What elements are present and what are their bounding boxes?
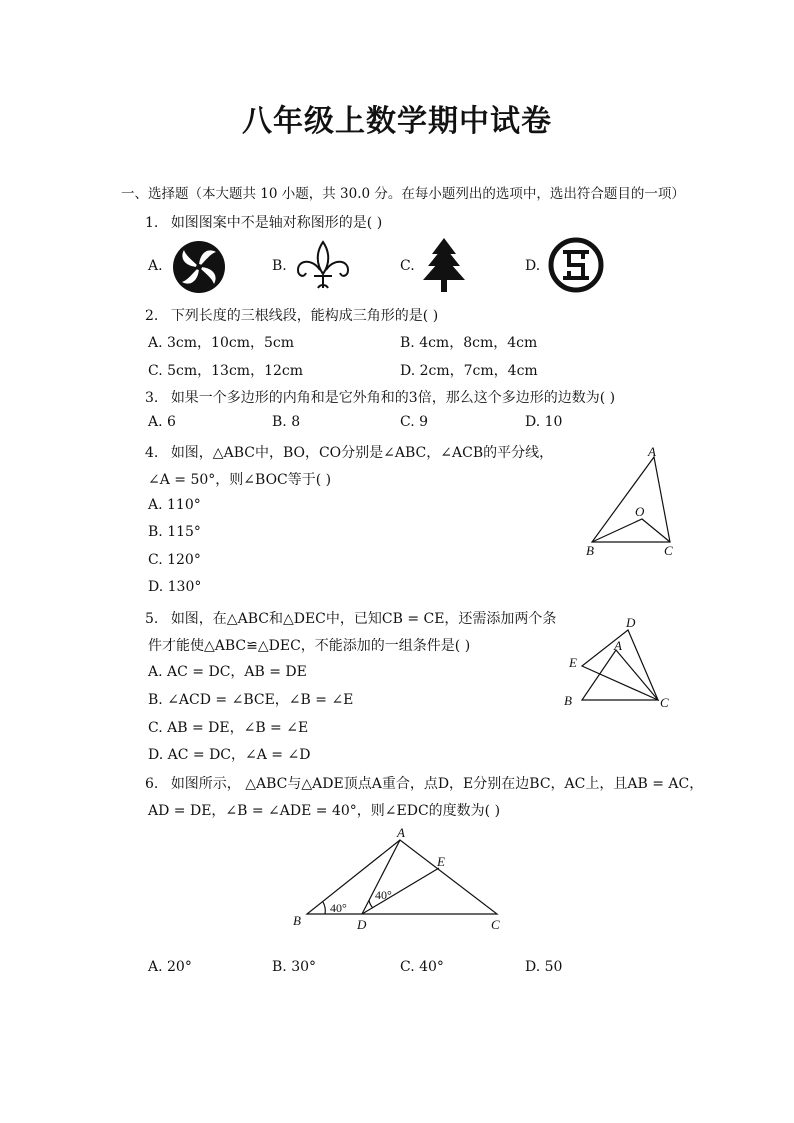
question-number: 6.	[145, 776, 159, 792]
question-stem-line2: AD = DE，∠B = ∠ADE = 40°，则∠EDC的度数为( )	[148, 803, 501, 819]
label-a: A	[397, 825, 405, 840]
question-5	[145, 608, 556, 628]
option-b: B.	[272, 258, 287, 274]
option-b: B. 4cm，8cm，4cm	[400, 335, 538, 351]
question-4	[145, 442, 553, 462]
label-c: C	[491, 917, 500, 932]
label-c: C	[664, 543, 673, 558]
label-b: B	[586, 543, 594, 558]
question-stem-line2: ∠A = 50°，则∠BOC等于( )	[148, 472, 332, 488]
option-c: C.	[400, 258, 415, 274]
option-b: B. 115°	[148, 524, 201, 540]
label-b: B	[293, 913, 301, 928]
option-c: C. AB = DE，∠B = ∠E	[148, 720, 309, 736]
option-d: D. 2cm，7cm，4cm	[400, 363, 538, 379]
option-d: D. 50	[525, 959, 563, 975]
question-number: 2.	[145, 308, 159, 324]
question-1	[145, 212, 382, 232]
question-number: 4.	[145, 445, 159, 461]
question-stem: 如图图案中不是轴对称图形的是( )	[170, 215, 383, 231]
label-e: E	[437, 854, 445, 869]
triangle-figure-q6	[285, 822, 515, 937]
question-stem-line2: 件才能使△ABC≌△DEC，不能添加的一组条件是( )	[148, 638, 471, 654]
question-stem: 如果一个多边形的内角和是它外角和的3倍，那么这个多边形的边数为( )	[170, 390, 616, 406]
question-2	[145, 305, 438, 325]
question-stem: 如图，在△ABC和△DEC中，已知CB = CE，还需添加两个条	[170, 611, 557, 627]
question-6	[145, 773, 703, 793]
label-d: D	[626, 615, 636, 630]
option-d: D.	[525, 258, 541, 274]
option-a: A. AC = DC，AB = DE	[148, 664, 307, 680]
option-c: C. 120°	[148, 552, 201, 568]
pine-tree-icon	[420, 238, 468, 294]
question-3	[145, 387, 615, 407]
page-title: 八年级上数学期中试卷	[242, 104, 552, 139]
option-b: B. 30°	[272, 959, 317, 975]
option-b: B. ∠ACD = ∠BCE，∠B = ∠E	[148, 692, 354, 708]
section-heading: 一、选择题（本大题共 10 小题，共 30.0 分。在每小题列出的选项中，选出符合题目的一项）	[121, 186, 685, 202]
bank-logo-icon	[549, 238, 603, 292]
option-a: A. 20°	[148, 959, 192, 975]
label-e: E	[569, 655, 577, 670]
label-c: C	[660, 695, 669, 710]
option-a: A. 3cm，10cm，5cm	[148, 335, 294, 351]
question-stem: 下列长度的三根线段，能构成三角形的是( )	[170, 308, 439, 324]
angle-label-b: 40°	[330, 901, 347, 915]
option-d: D. AC = DC，∠A = ∠D	[148, 747, 311, 763]
label-a: A	[648, 444, 656, 459]
option-a: A. 6	[148, 414, 176, 430]
fleur-de-lis-icon	[292, 240, 354, 292]
question-number: 3.	[145, 390, 159, 406]
angle-label-d: 40°	[375, 888, 392, 902]
pinwheel-icon	[172, 240, 226, 294]
label-o: O	[635, 504, 645, 519]
label-a: A	[614, 638, 622, 653]
option-c: C. 5cm，13cm，12cm	[148, 363, 303, 379]
option-a: A.	[148, 258, 163, 274]
option-c: C. 9	[400, 414, 429, 430]
question-stem: 如图，△ABC中，BO，CO分别是∠ABC，∠ACB的平分线，	[170, 445, 554, 461]
option-c: C. 40°	[400, 959, 444, 975]
option-d: D. 10	[525, 414, 563, 430]
option-a: A. 110°	[148, 497, 201, 513]
label-d: D	[357, 917, 367, 932]
option-b: B. 8	[272, 414, 301, 430]
option-d: D. 130°	[148, 579, 202, 595]
triangle-figure-q5	[560, 612, 680, 717]
triangle-figure-q4	[580, 445, 690, 560]
label-b: B	[564, 693, 572, 708]
question-stem: 如图所示， △ABC与△ADE顶点A重合，点D，E分别在边BC，AC上，且AB = AC，	[170, 776, 704, 792]
question-number: 5.	[145, 611, 159, 627]
question-number: 1.	[145, 215, 159, 231]
